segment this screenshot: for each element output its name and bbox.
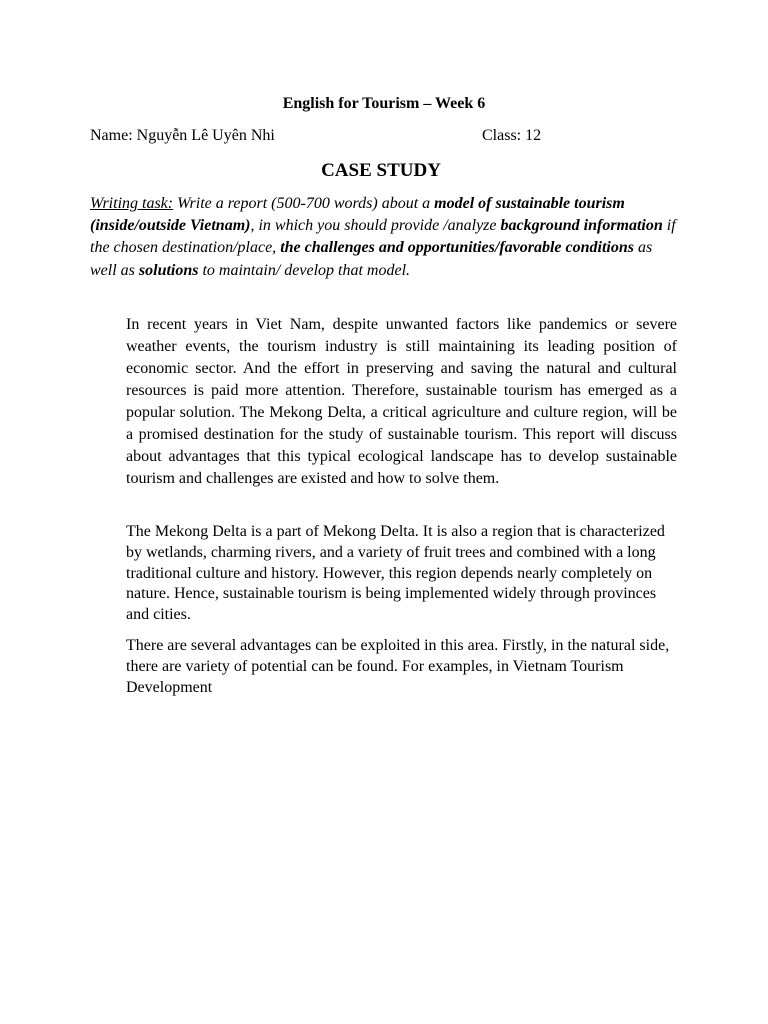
task-bold-2: background information [500, 217, 663, 235]
writing-task-label: Writing task: [90, 195, 174, 212]
task-text-5: to maintain/ develop that model. [198, 261, 411, 279]
task-bold-3: the challenges and opportunities/favorable conditions [280, 239, 634, 257]
task-bold-1: model of sustainable tourism (inside/outside Vietnam) [90, 195, 625, 235]
task-text-1: Write a report (500-700 words) about a [173, 195, 435, 212]
student-name: Name: Nguyễn Lê Uyên Nhi [90, 127, 275, 144]
case-study-title: CASE STUDY [321, 160, 441, 181]
paragraph-background: The Mekong Delta is a part of Mekong Delta. It is also a region that is characterized by wetlands, charming rivers, and a variety of fruit trees and combined with a long traditional culture and history. However, this region depends nearly completely on nature. Hence, sustainable tourism is being implemented widely through provinces and cities. [126, 523, 665, 624]
writing-task [90, 193, 680, 282]
task-text-2: , in which you should provide /analyze [250, 217, 501, 235]
paragraph-introduction: In recent years in Viet Nam, despite unwanted factors like pandemics or severe weather events, the tourism industry is still maintaining its leading position of economic sector. And the effort in preserving and saving the natural and cultural resources is paid more attention. Therefore, sustainable tourism has emerged as a popular solution. The Mekong Delta, a critical agriculture and culture region, will be a promised destination for the study of sustainable tourism. This report will discuss about advantages that this typical ecological landscape has to develop sustainable tourism and challenges are existed and how to solve them. [126, 316, 677, 487]
paragraph-advantages: There are several advantages can be exploited in this area. Firstly, in the natural side, there are variety of potential can be found. For examples, in Vietnam Tourism Development [126, 637, 670, 696]
student-class: Class: 12 [482, 127, 542, 144]
task-text-3: if the chosen destination/place, [90, 217, 676, 257]
task-bold-4: solutions [138, 261, 199, 279]
course-title: English for Tourism – Week 6 [282, 95, 486, 112]
task-text-4: as well as [90, 239, 653, 279]
